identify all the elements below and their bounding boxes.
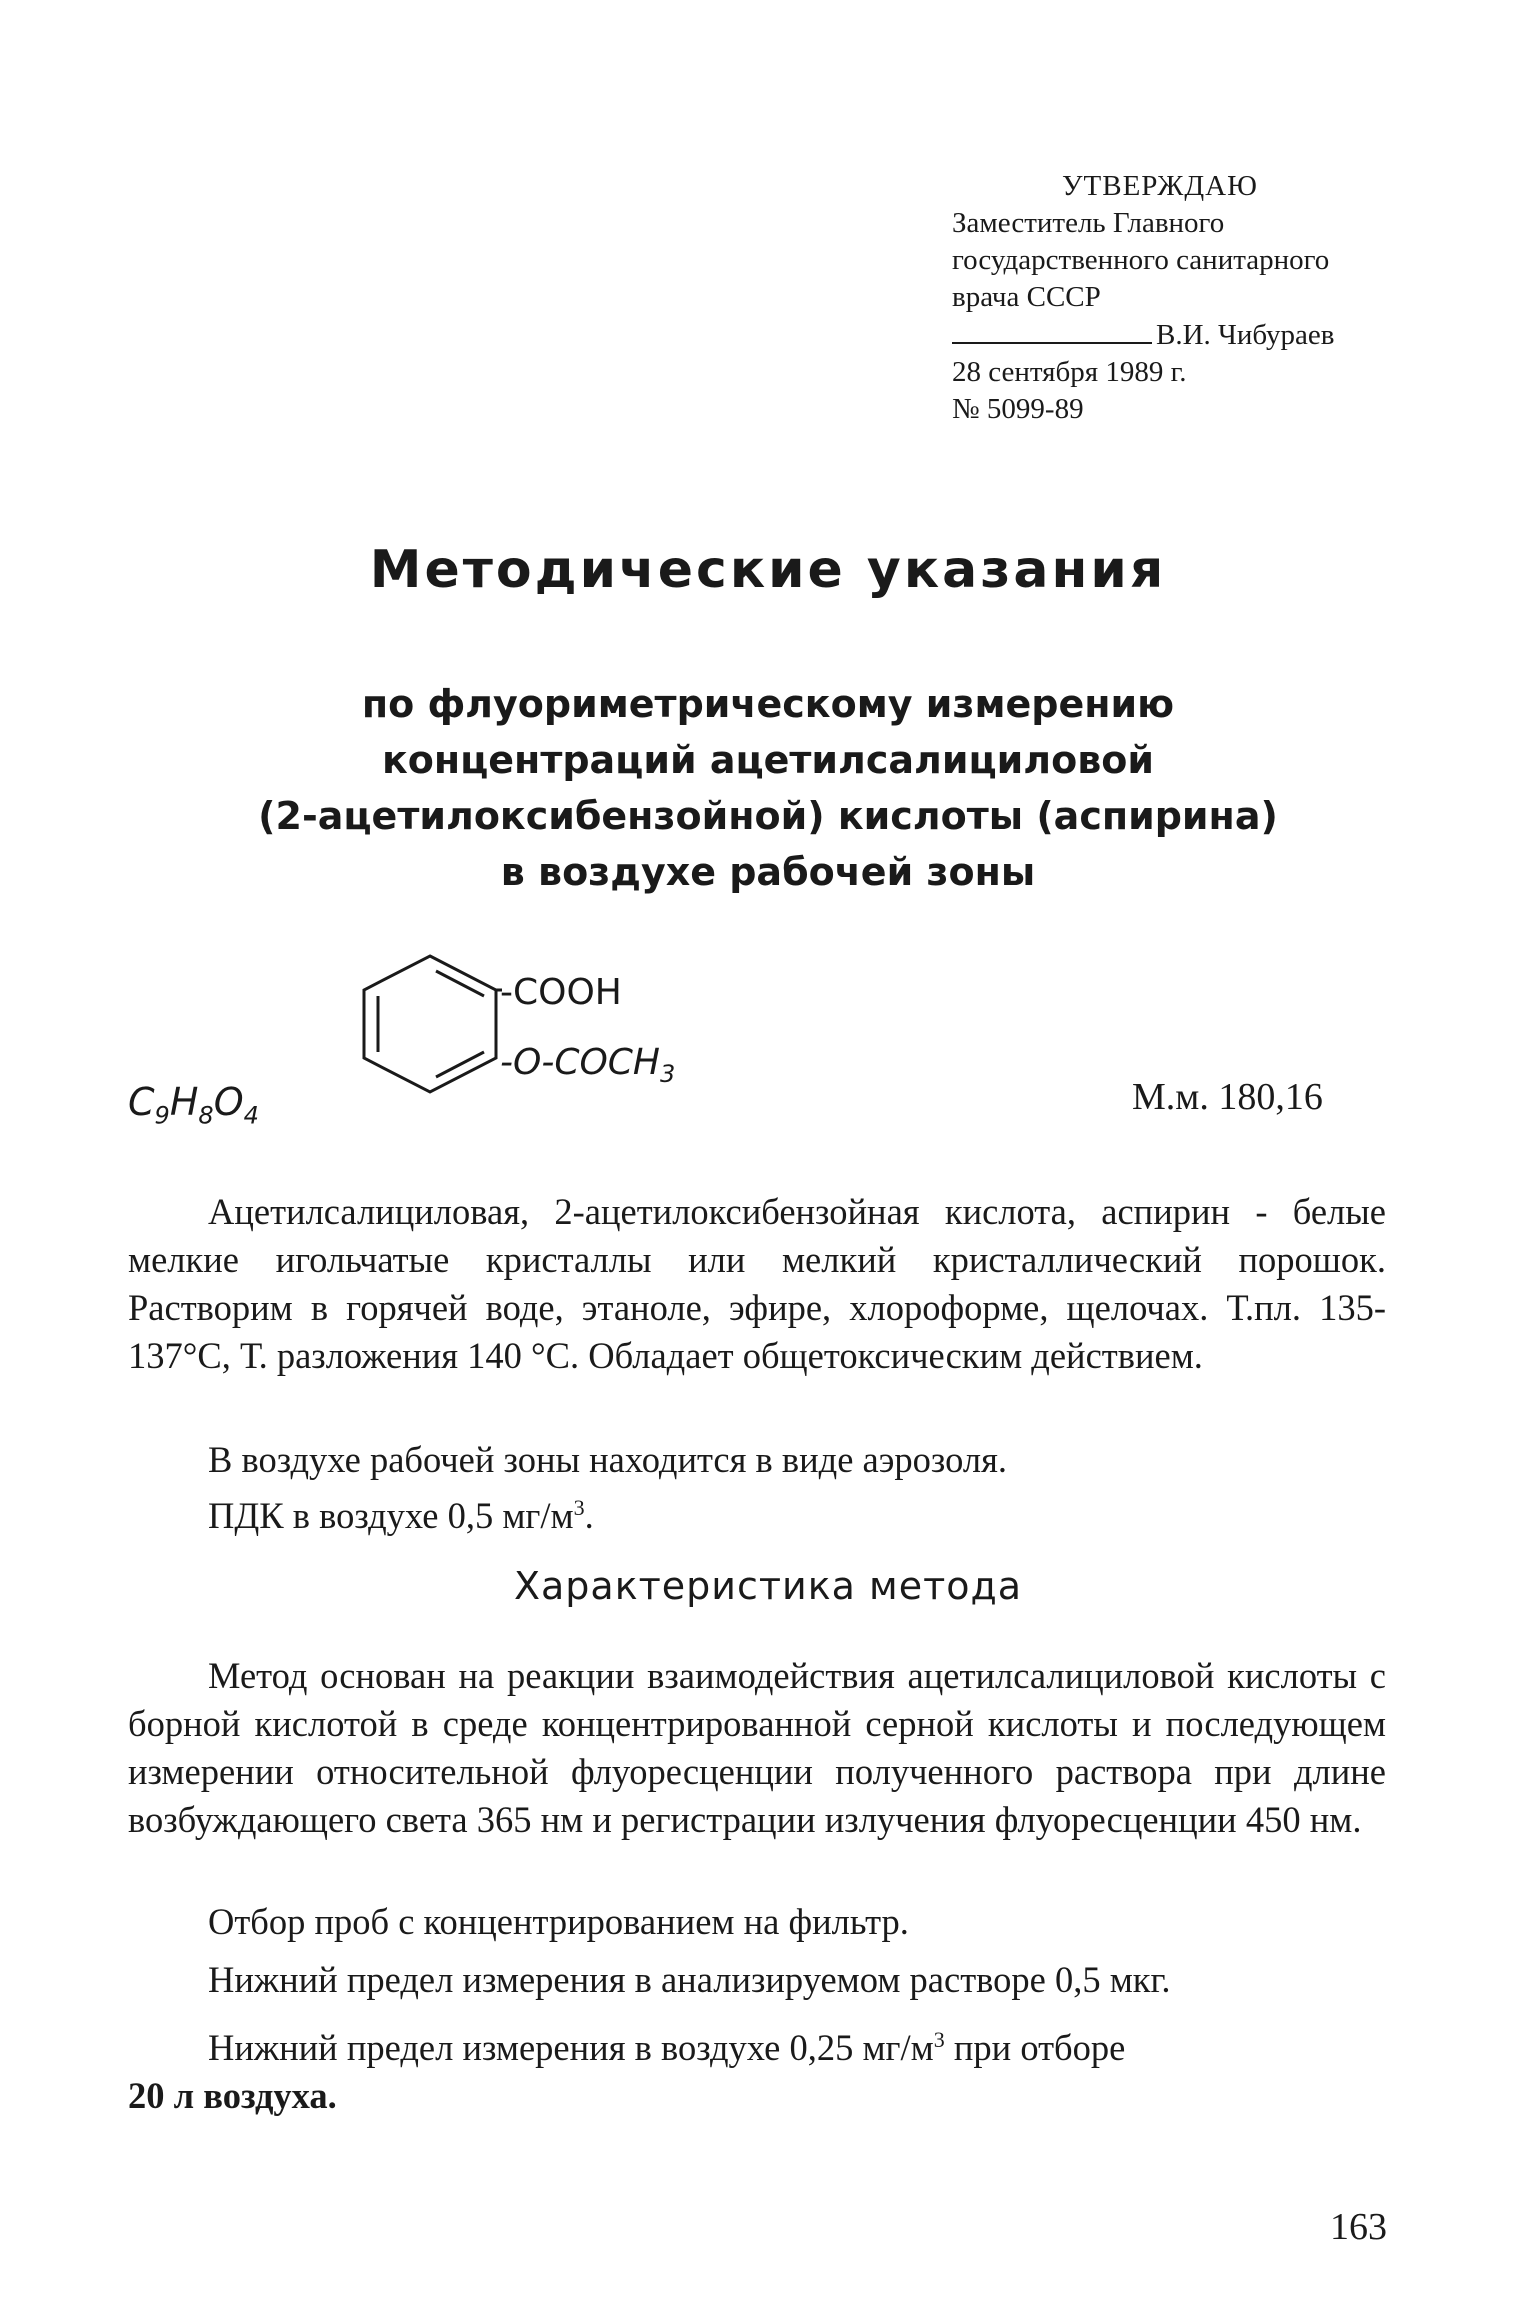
- method-block: [128, 1652, 1386, 1844]
- approval-signatory: В.И. Чибураев: [1156, 319, 1335, 351]
- approval-position-line2: государственного санитарного: [952, 244, 1330, 276]
- structural-formula: [350, 950, 730, 1140]
- approval-header: УТВЕРЖДАЮ: [1062, 170, 1258, 202]
- subtitle-line-1: по флуориметрическому измерению: [361, 682, 1175, 726]
- document-title: Методические указания: [369, 540, 1167, 600]
- subtitle-line-4: в воздухе рабочей зоны: [500, 850, 1036, 894]
- sampling-paragraph: Отбор проб с концентрированием на фильтр.: [208, 1901, 909, 1942]
- pdk-paragraph: ПДК в воздухе 0,5 $мг/м^3$.: [208, 1494, 594, 1536]
- molecular-formula: $C_9H_8O_4$: [128, 1080, 259, 1130]
- approval-block: [952, 168, 1392, 428]
- approval-position-line1: Заместитель Главного: [952, 207, 1225, 239]
- substituent-ococh3: $-O-COCH_3$: [500, 1042, 676, 1088]
- subtitle-line-2: концентраций ацетилсалициловой: [381, 738, 1155, 782]
- subtitle-line-3: (2-ацетилоксибензойной) кислоты (аспирина): [258, 794, 1278, 838]
- page-number: 163: [1330, 2206, 1387, 2248]
- approval-position-line3: врача СССР: [952, 281, 1101, 313]
- approval-date: 28 сентября 1989 г.: [952, 356, 1187, 388]
- approval-number: № 5099-89: [952, 393, 1084, 425]
- lower-limit-air-end: 20 л воздуха.: [128, 2075, 337, 2117]
- aerosol-paragraph: В воздухе рабочей зоны находится в виде аэрозоля.: [208, 1439, 1008, 1480]
- method-paragraph: Метод основан на реакции взаимодействия ацетилсалициловой кислоты с борной кислотой в среде концентрированной серной кислоты и последующем измерении относительной флуоресценции полученного раствора при длине возбуждающего света 365 нм и регистрации излучения флуоресценции 450 нм.: [128, 1655, 1386, 1840]
- description-paragraph: Ацетилсалициловая, 2-ацетилоксибензойная кислота, аспирин - белые мелкие игольчатые кристаллы или мелкий кристаллический порошок. Растворим в горячей воде, этаноле, эфире, хлороформе, щелочах. Т.пл. 135-137°С, Т. разложения 140 °С. Обладает общетоксическим действием.: [128, 1191, 1386, 1376]
- lower-limit-air: Нижний предел измерения в воздухе 0,25 $мг/м^3$ при отборе: [208, 2027, 1126, 2069]
- document-subtitle: [0, 676, 1536, 900]
- approval-signature-line: [952, 316, 1392, 354]
- signature-underline: [952, 316, 1152, 344]
- method-heading: Характеристика метода: [513, 1564, 1023, 1608]
- description-block: [128, 1188, 1386, 1380]
- benzene-ring: [364, 956, 496, 1092]
- molar-mass: М.м. 180,16: [1132, 1076, 1323, 1118]
- lower-limit-air-block: [128, 2016, 1386, 2120]
- substituent-cooh: -COOH: [500, 972, 622, 1013]
- lower-limit-solution: Нижний предел измерения в анализируемом растворе 0,5 мкг.: [208, 1959, 1171, 2000]
